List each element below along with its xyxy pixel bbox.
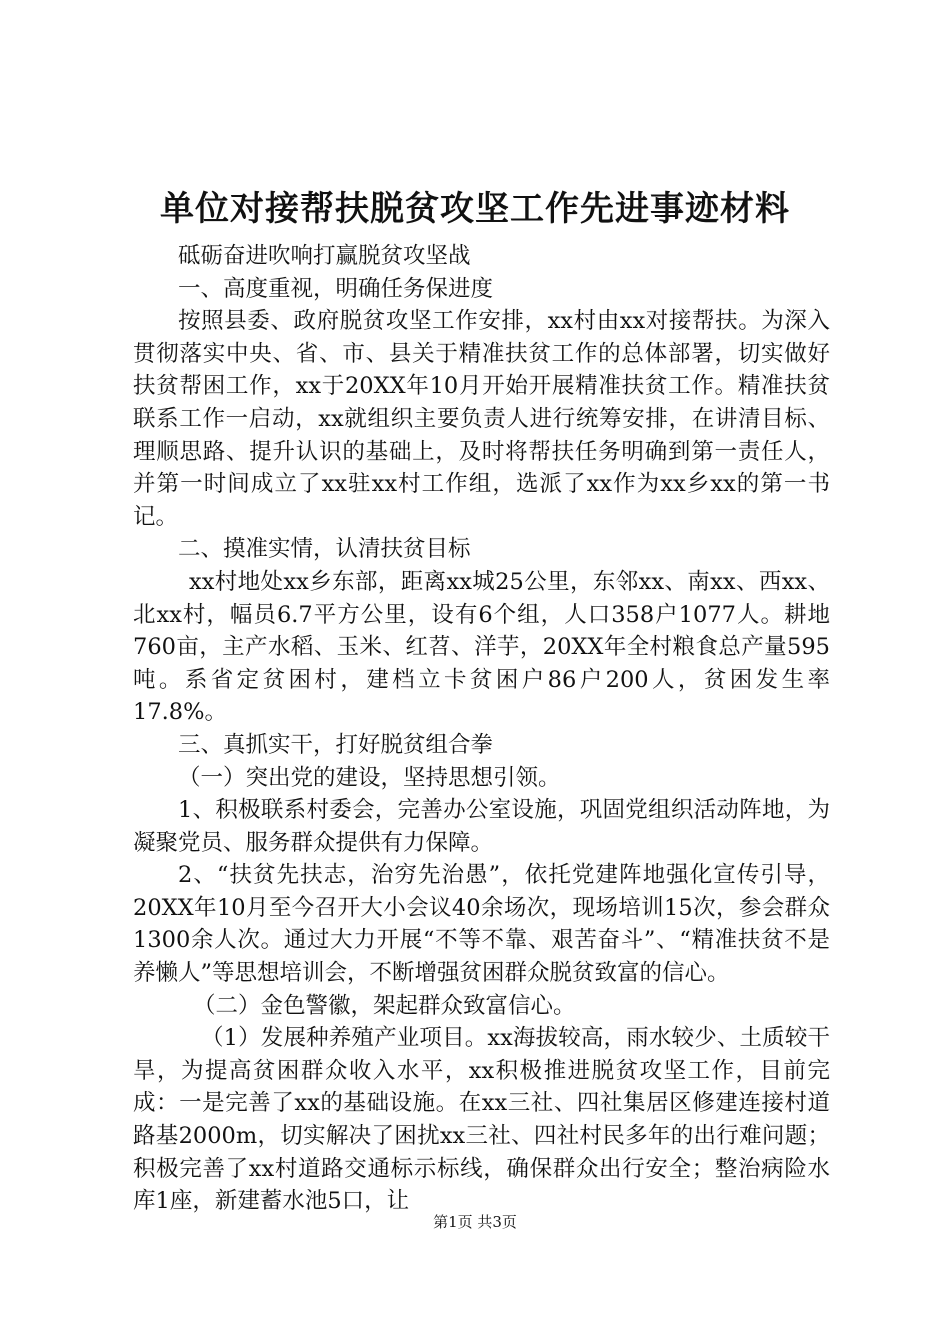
section-heading-2: 二、摸准实情，认清扶贫目标 bbox=[178, 536, 471, 563]
body-paragraph: 1、积极联系村委会，完善办公室设施，巩固党组织活动阵地，为凝聚党员、服务群众提供有力保障。 bbox=[133, 797, 830, 856]
page-footer: 第1页 共3页 bbox=[433, 1213, 517, 1231]
section-heading-1: 一、高度重视，明确任务保进度 bbox=[178, 275, 494, 302]
document-title: 单位对接帮扶脱贫攻坚工作先进事迹材料 bbox=[160, 189, 790, 229]
body-paragraph: （1）发展种养殖产业项目。xx海拔较高，雨水较少、土质较干旱，为提高贫困群众收入水平，xx积极推进脱贫攻坚工作，目前完成：一是完善了xx的基础设施。在xx三社、四社集居区修建连接村道路基2000m，切实解决了困扰xx三社、四社村民多年的出行难问题；积极完善了xx村道路交通标示标线，确保群众出行安全；整治病险水库1座，新建蓄水池5口，让 bbox=[133, 1025, 830, 1215]
document-body bbox=[133, 240, 830, 1218]
body-paragraph: 按照县委、政府脱贫攻坚工作安排，xx村由xx对接帮扶。为深入贯彻落实中央、省、市、县关于精准扶贫工作的总体部署，切实做好扶贫帮困工作，xx于20XX年10月开始开展精准扶贫工作。精准扶贫联系工作一启动，xx就组织主要负责人进行统筹安排，在讲清目标、理顺思路、提升认识的基础上，及时将帮扶任务明确到第一责任人，并第一时间成立了xx驻xx村工作组，选派了xx作为xx乡xx的第一书记。 bbox=[133, 308, 830, 530]
subtitle-paragraph: 砥砺奋进吹响打赢脱贫攻坚战 bbox=[178, 243, 471, 269]
body-paragraph: xx村地处xx乡东部，距离xx城25公里，东邻xx、南xx、西xx、北xx村，幅员6.7平方公里，设有6个组，人口358户1077人。耕地760亩，主产水稻、玉米、红苕、洋芋，20XX年全村粮食总产量595吨。系省定贫困村，建档立卡贫困户86户200人，贫困发生率17.8%。 bbox=[133, 568, 830, 726]
subsection-heading: （二）金色警徽，架起群众致富信心。 bbox=[193, 992, 576, 1019]
section-heading-3: 三、真抓实干，打好脱贫组合拳 bbox=[178, 731, 494, 758]
body-paragraph: 2、“扶贫先扶志，治穷先治愚”，依托党建阵地强化宣传引导，20XX年10月至今召开大小会议40余场次，现场培训15次，参会群众1300余人次。通过大力开展“不等不靠、艰苦奋斗”、“精准扶贫不是养懒人”等思想培训会，不断增强贫困群众脱贫致富的信心。 bbox=[133, 862, 830, 987]
subsection-heading: （一）突出党的建设，坚持思想引领。 bbox=[178, 764, 561, 791]
